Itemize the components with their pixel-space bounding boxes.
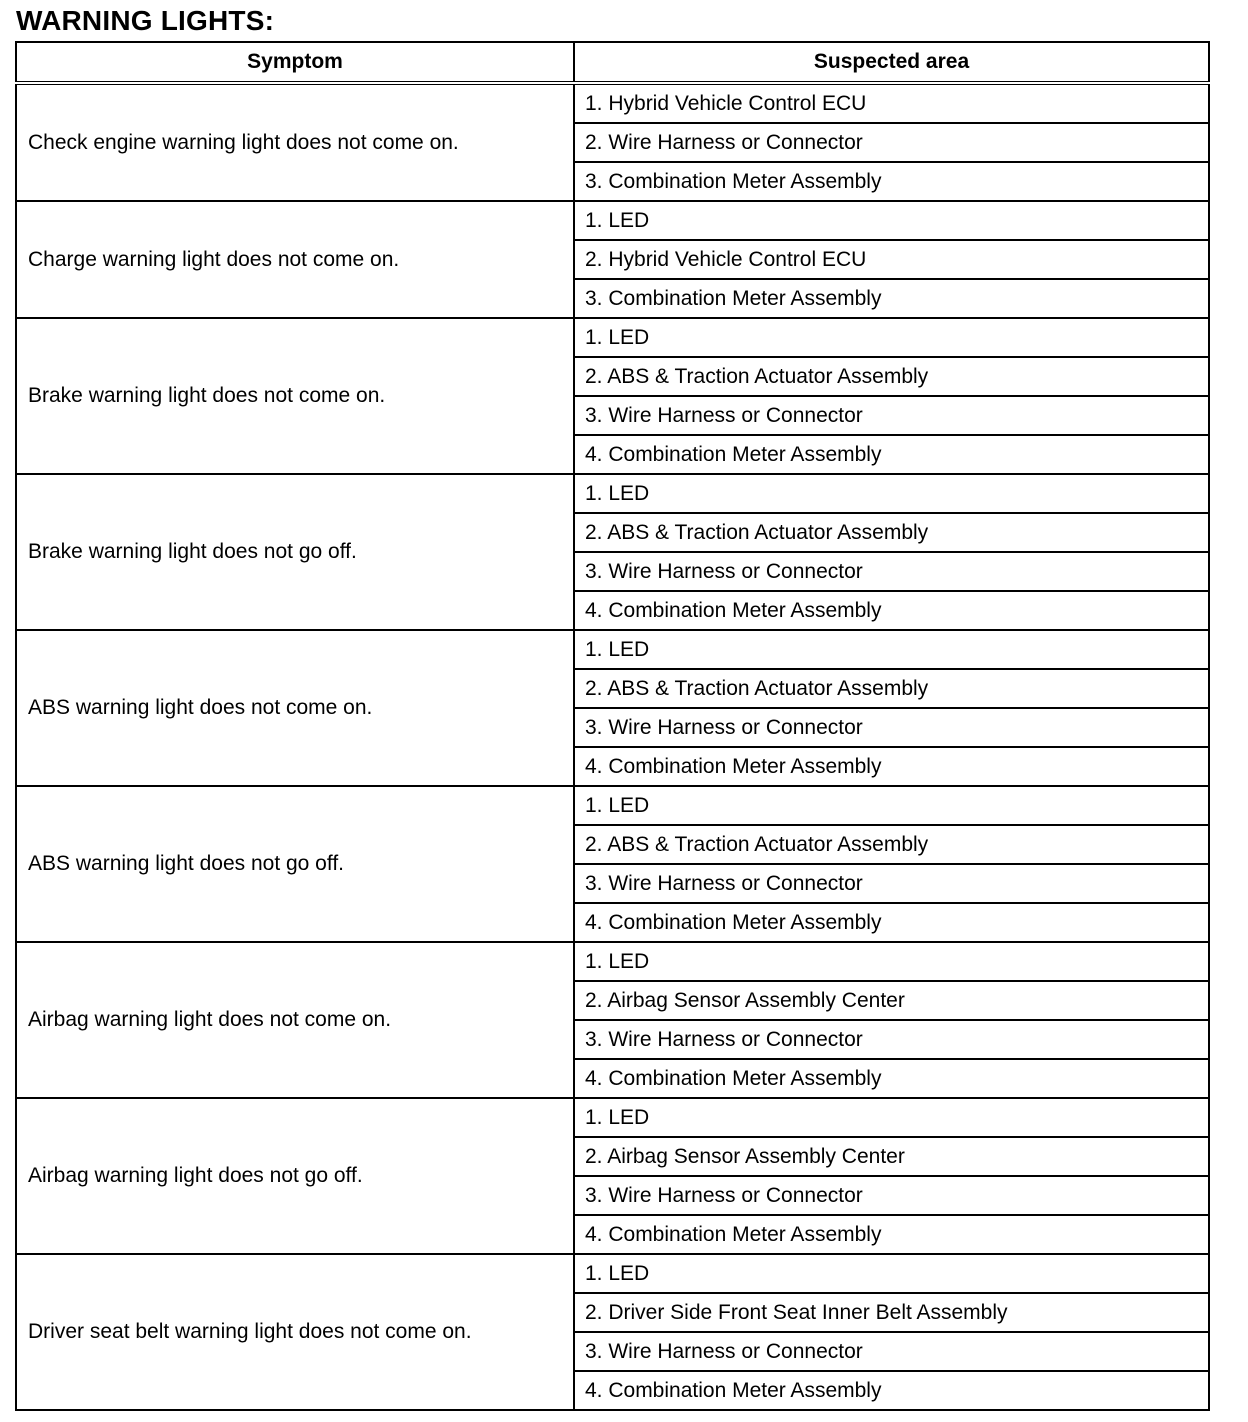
suspected-area-cell: 1. Hybrid Vehicle Control ECU [574, 83, 1209, 123]
suspected-area-cell: 4. Combination Meter Assembly [574, 1059, 1209, 1098]
table-row [16, 1254, 1209, 1293]
suspected-area-cell: 1. LED [574, 474, 1209, 513]
suspected-area-cell: 3. Wire Harness or Connector [574, 396, 1209, 435]
table-row [16, 1098, 1209, 1137]
header-symptom: Symptom [16, 42, 574, 83]
table-row [16, 318, 1209, 357]
suspected-area-cell: 3. Combination Meter Assembly [574, 279, 1209, 318]
suspected-area-cell: 2. ABS & Traction Actuator Assembly [574, 357, 1209, 396]
suspected-area-cell: 2. Wire Harness or Connector [574, 123, 1209, 162]
table-row [16, 942, 1209, 981]
symptom-cell: ABS warning light does not come on. [16, 630, 574, 786]
symptom-cell: Check engine warning light does not come on. [16, 83, 574, 201]
suspected-area-cell: 4. Combination Meter Assembly [574, 1215, 1209, 1254]
suspected-area-cell: 1. LED [574, 1098, 1209, 1137]
page-title: WARNING LIGHTS: [16, 5, 275, 36]
suspected-area-cell: 2. Airbag Sensor Assembly Center [574, 981, 1209, 1020]
suspected-area-cell: 3. Wire Harness or Connector [574, 1020, 1209, 1059]
suspected-area-cell: 1. LED [574, 786, 1209, 825]
warning-lights-table [15, 41, 1210, 1411]
suspected-area-cell: 1. LED [574, 201, 1209, 240]
header-row [16, 42, 1209, 83]
suspected-area-cell: 2. Hybrid Vehicle Control ECU [574, 240, 1209, 279]
table-row [16, 83, 1209, 123]
header-suspected-area: Suspected area [574, 42, 1209, 83]
symptom-cell: Airbag warning light does not go off. [16, 1098, 574, 1254]
suspected-area-cell: 3. Wire Harness or Connector [574, 708, 1209, 747]
symptom-cell: Charge warning light does not come on. [16, 201, 574, 318]
table-row [16, 201, 1209, 240]
suspected-area-cell: 2. Driver Side Front Seat Inner Belt Assembly [574, 1293, 1209, 1332]
suspected-area-cell: 2. ABS & Traction Actuator Assembly [574, 513, 1209, 552]
suspected-area-cell: 1. LED [574, 630, 1209, 669]
suspected-area-cell: 3. Wire Harness or Connector [574, 552, 1209, 591]
suspected-area-cell: 3. Wire Harness or Connector [574, 864, 1209, 903]
table-header [16, 42, 1209, 83]
suspected-area-cell: 4. Combination Meter Assembly [574, 903, 1209, 942]
symptom-cell: Brake warning light does not go off. [16, 474, 574, 630]
suspected-area-cell: 3. Wire Harness or Connector [574, 1332, 1209, 1371]
suspected-area-cell: 1. LED [574, 942, 1209, 981]
table-body [16, 83, 1209, 1410]
table-row [16, 786, 1209, 825]
suspected-area-cell: 3. Combination Meter Assembly [574, 162, 1209, 201]
suspected-area-cell: 4. Combination Meter Assembly [574, 1371, 1209, 1410]
symptom-cell: Brake warning light does not come on. [16, 318, 574, 474]
suspected-area-cell: 1. LED [574, 318, 1209, 357]
symptom-cell: Driver seat belt warning light does not come on. [16, 1254, 574, 1410]
suspected-area-cell: 2. ABS & Traction Actuator Assembly [574, 669, 1209, 708]
table-row [16, 630, 1209, 669]
symptom-cell: ABS warning light does not go off. [16, 786, 574, 942]
suspected-area-cell: 4. Combination Meter Assembly [574, 591, 1209, 630]
symptom-cell: Airbag warning light does not come on. [16, 942, 574, 1098]
suspected-area-cell: 4. Combination Meter Assembly [574, 435, 1209, 474]
suspected-area-cell: 3. Wire Harness or Connector [574, 1176, 1209, 1215]
suspected-area-cell: 2. Airbag Sensor Assembly Center [574, 1137, 1209, 1176]
suspected-area-cell: 2. ABS & Traction Actuator Assembly [574, 825, 1209, 864]
suspected-area-cell: 1. LED [574, 1254, 1209, 1293]
suspected-area-cell: 4. Combination Meter Assembly [574, 747, 1209, 786]
table-row [16, 474, 1209, 513]
